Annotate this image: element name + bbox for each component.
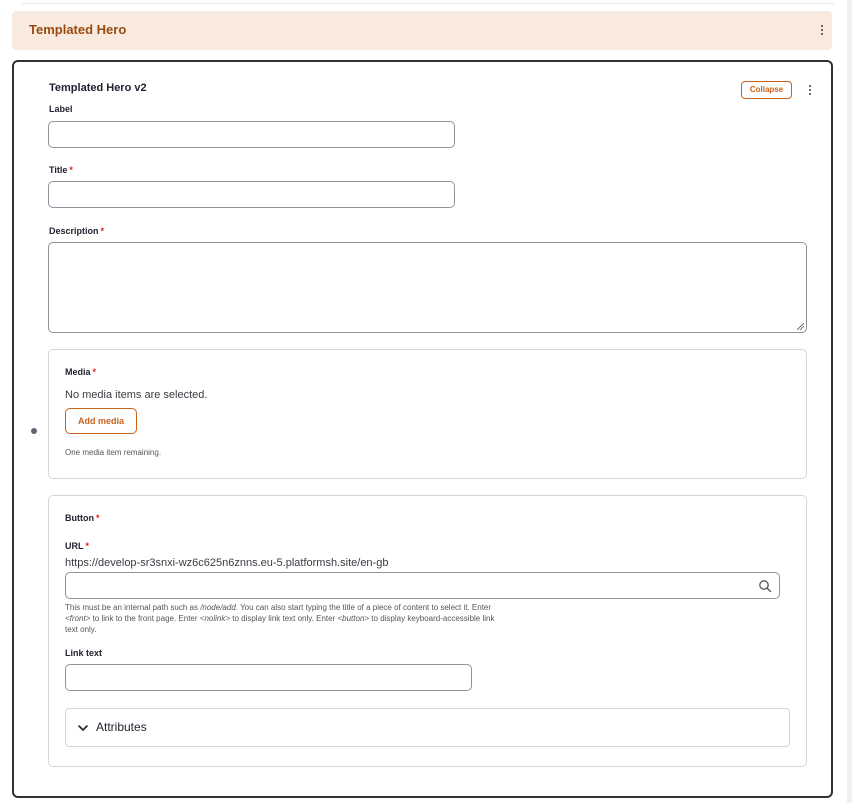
url-input[interactable] xyxy=(65,572,780,599)
kebab-menu-icon[interactable] xyxy=(805,83,815,99)
paragraph-card-templated-hero-v2 xyxy=(12,60,833,798)
link-text-input[interactable] xyxy=(65,664,472,691)
attributes-details-toggle[interactable] xyxy=(65,708,790,747)
media-fieldset xyxy=(48,349,807,479)
title-input[interactable] xyxy=(48,181,455,208)
url-field-label: URL * xyxy=(65,541,90,551)
description-field-label: Description * xyxy=(49,226,105,236)
required-marker: * xyxy=(100,226,105,236)
paragraph-title: Templated Hero v2 xyxy=(49,82,147,94)
kebab-menu-icon[interactable] xyxy=(817,23,827,39)
label-input[interactable] xyxy=(48,121,455,148)
link-text-field-label: Link text xyxy=(65,648,103,658)
attributes-label: Attributes xyxy=(96,720,147,734)
url-base-prefix: https://develop-sr3snxi-wz6c625n6znns.eu-5.platformsh.site/en-gb xyxy=(65,557,389,569)
collapse-button[interactable]: Collapse xyxy=(741,81,792,99)
collapsed-paragraph-templated-hero[interactable] xyxy=(12,11,832,50)
page-scrollbar[interactable] xyxy=(847,0,852,803)
drag-handle-icon[interactable] xyxy=(31,428,37,434)
top-divider xyxy=(22,0,834,4)
description-textarea[interactable] xyxy=(48,242,807,333)
add-media-button[interactable]: Add media xyxy=(65,408,137,434)
button-fieldset xyxy=(48,495,807,767)
label-field-label: Label xyxy=(49,104,73,114)
required-marker: * xyxy=(85,541,90,551)
required-marker: * xyxy=(69,165,73,175)
chevron-down-icon xyxy=(77,722,89,734)
required-marker: * xyxy=(92,367,97,377)
resize-grip-icon[interactable] xyxy=(797,323,804,330)
required-marker: * xyxy=(96,513,100,523)
search-icon xyxy=(758,579,772,593)
collapsed-paragraph-title: Templated Hero xyxy=(29,22,127,37)
button-field-label: Button * xyxy=(65,513,100,523)
url-help-text: This must be an internal path such as /node/add. You can also start typing the title of a piece of content to select it. Enter <front> to link to the front page. Enter <nolink> to display link text only. Enter <button> to display keyboard-accessible link text only. xyxy=(65,603,495,634)
media-remaining-text: One media item remaining. xyxy=(65,448,162,457)
title-field-label: Title * xyxy=(49,165,73,175)
media-empty-text: No media items are selected. xyxy=(65,389,208,401)
media-field-label: Media * xyxy=(65,367,97,377)
